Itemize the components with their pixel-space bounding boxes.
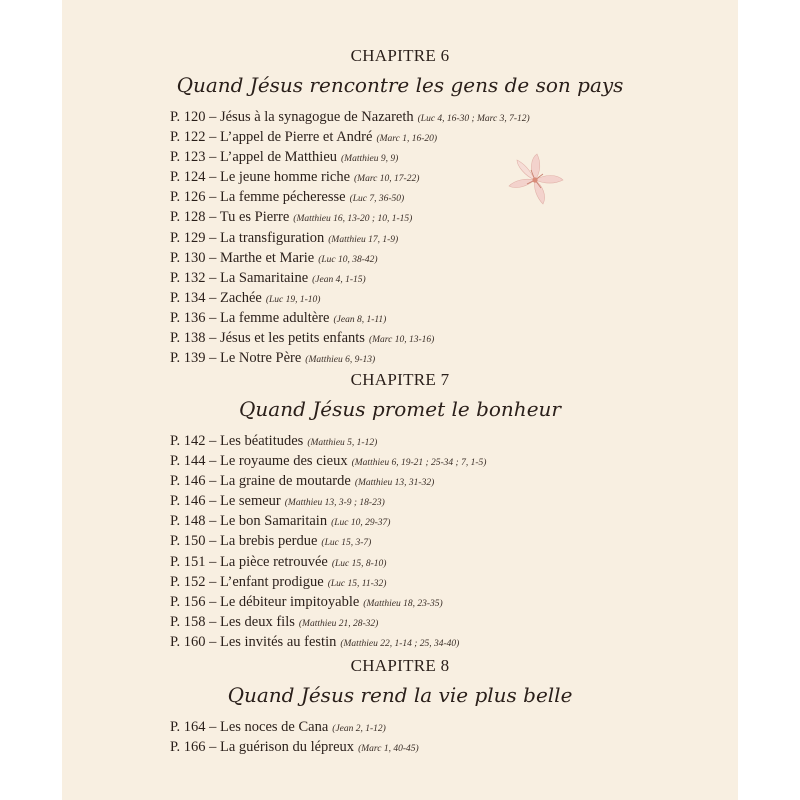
separator: – xyxy=(205,633,220,650)
toc-entry xyxy=(170,208,730,228)
separator: – xyxy=(205,719,220,735)
separator: – xyxy=(205,309,220,326)
entry-title: Les invités au festin xyxy=(219,633,337,650)
page-number: P. 128 xyxy=(170,209,206,226)
page-number: P. 152 xyxy=(170,573,206,590)
separator: – xyxy=(205,453,220,470)
entry-title: L’appel de Pierre et André xyxy=(219,129,373,146)
entry-title: Le bon Samaritain xyxy=(219,513,328,530)
book-page xyxy=(62,0,738,800)
page-number: P. 151 xyxy=(170,553,206,570)
chapter-title: Quand Jésus promet le bonheur xyxy=(239,397,561,421)
entry-title: Le royaume des cieux xyxy=(219,453,348,470)
page-number: P. 136 xyxy=(170,309,206,326)
separator: – xyxy=(205,553,220,570)
chapter-label: CHAPITRE 6 xyxy=(350,46,450,65)
chapter-6-heading xyxy=(62,46,738,98)
scripture-reference: (Matthieu 5, 1-12) xyxy=(307,438,378,448)
separator: – xyxy=(205,330,220,347)
entry-title: La pièce retrouvée xyxy=(219,553,328,570)
toc-entry xyxy=(170,452,730,472)
toc-entry xyxy=(170,329,730,349)
separator: – xyxy=(205,533,220,550)
page-number: P. 164 xyxy=(170,719,206,735)
page-number: P. 122 xyxy=(170,129,206,146)
toc-entry xyxy=(170,573,730,593)
scripture-reference: (Luc 15, 11-32) xyxy=(327,578,387,589)
scripture-reference: (Matthieu 22, 1-14 ; 25, 34-40) xyxy=(340,638,460,649)
toc-entry xyxy=(170,432,730,452)
separator: – xyxy=(205,433,220,449)
chapter-7-heading xyxy=(62,370,738,422)
toc-entry xyxy=(170,309,730,329)
scripture-reference: (Luc 7, 36-50) xyxy=(349,194,405,205)
scripture-reference: (Luc 19, 1-10) xyxy=(265,294,321,305)
toc-entry xyxy=(170,289,730,309)
separator: – xyxy=(205,493,220,510)
separator: – xyxy=(205,613,220,630)
toc-entry xyxy=(170,492,730,512)
scripture-reference: (Luc 4, 16-30 ; Marc 3, 7-12) xyxy=(417,114,530,124)
page-number: P. 144 xyxy=(170,453,206,470)
separator: – xyxy=(205,269,220,286)
toc-entry xyxy=(170,633,730,653)
entry-title: Le jeune homme riche xyxy=(219,169,351,186)
scripture-reference: (Jean 2, 1-12) xyxy=(332,724,386,734)
separator: – xyxy=(205,350,220,367)
page-number: P. 124 xyxy=(170,169,206,186)
toc-entry xyxy=(170,718,730,738)
scripture-reference: (Matthieu 6, 19-21 ; 25-34 ; 7, 1-5) xyxy=(351,458,487,469)
scripture-reference: (Matthieu 17, 1-9) xyxy=(328,234,399,245)
page-number: P. 158 xyxy=(170,613,206,630)
page-number: P. 126 xyxy=(170,189,206,206)
chapter-label: CHAPITRE 8 xyxy=(350,656,450,675)
toc-entry xyxy=(170,532,730,552)
lily-flower-icon xyxy=(502,152,568,208)
scripture-reference: (Matthieu 13, 3-9 ; 18-23) xyxy=(284,498,385,509)
entry-title: Le débiteur impitoyable xyxy=(219,593,360,610)
entry-title: La brebis perdue xyxy=(219,533,318,550)
scripture-reference: (Marc 1, 16-20) xyxy=(376,134,438,145)
separator: – xyxy=(205,473,220,490)
separator: – xyxy=(205,513,220,530)
page-number: P. 132 xyxy=(170,269,206,286)
scripture-reference: (Matthieu 9, 9) xyxy=(341,154,399,165)
entry-title: L’appel de Matthieu xyxy=(219,149,338,166)
page-number: P. 160 xyxy=(170,633,206,650)
page-number: P. 146 xyxy=(170,473,206,490)
chapter-7-list xyxy=(170,432,730,653)
page-number: P. 156 xyxy=(170,593,206,610)
chapter-8-list xyxy=(170,718,730,758)
chapter-6-list xyxy=(170,108,730,369)
toc-entry xyxy=(170,229,730,249)
toc-entry xyxy=(170,168,730,188)
separator: – xyxy=(205,129,220,146)
scripture-reference: (Jean 4, 1-15) xyxy=(312,274,366,285)
entry-title: Le Notre Père xyxy=(219,350,302,367)
scripture-reference: (Marc 10, 13-16) xyxy=(368,335,435,346)
scripture-reference: (Luc 10, 29-37) xyxy=(331,518,391,529)
chapter-title: Quand Jésus rend la vie plus belle xyxy=(227,683,573,707)
page-number: P. 130 xyxy=(170,249,206,266)
chapter-8-heading xyxy=(62,656,738,708)
entry-title: La femme pécheresse xyxy=(219,189,346,206)
entry-title: L’enfant prodigue xyxy=(219,573,324,590)
separator: – xyxy=(205,573,220,590)
page-number: P. 146 xyxy=(170,493,206,510)
scripture-reference: (Matthieu 13, 31-32) xyxy=(354,478,435,489)
chapter-title: Quand Jésus rencontre les gens de son pays xyxy=(176,73,624,97)
page-number: P. 129 xyxy=(170,229,206,246)
entry-title: La Samaritaine xyxy=(219,269,309,286)
toc-entry xyxy=(170,249,730,269)
toc-entry xyxy=(170,472,730,492)
entry-title: Marthe et Marie xyxy=(219,249,315,266)
page-number: P. 148 xyxy=(170,513,206,530)
scripture-reference: (Luc 15, 8-10) xyxy=(331,558,387,569)
separator: – xyxy=(205,149,220,166)
page-number: P. 134 xyxy=(170,289,206,306)
entry-title: Les béatitudes xyxy=(219,433,304,449)
separator: – xyxy=(205,209,220,226)
separator: – xyxy=(205,249,220,266)
toc-entry xyxy=(170,349,730,369)
toc-entry xyxy=(170,188,730,208)
toc-entry xyxy=(170,613,730,633)
entry-title: Tu es Pierre xyxy=(219,209,290,226)
entry-title: La femme adultère xyxy=(219,309,330,326)
entry-title: Le semeur xyxy=(219,493,281,510)
scripture-reference: (Matthieu 21, 28-32) xyxy=(298,618,379,629)
separator: – xyxy=(205,189,220,206)
separator: – xyxy=(205,109,220,125)
scripture-reference: (Marc 10, 17-22) xyxy=(354,174,420,185)
entry-title: Les noces de Cana xyxy=(219,719,329,735)
toc-entry xyxy=(170,128,730,148)
separator: – xyxy=(205,739,220,756)
scripture-reference: (Matthieu 18, 23-35) xyxy=(363,598,443,609)
toc-entry xyxy=(170,512,730,532)
toc-entry xyxy=(170,593,730,613)
scripture-reference: (Luc 10, 38-42) xyxy=(318,254,378,265)
entry-title: La graine de moutarde xyxy=(219,473,351,490)
entry-title: Les deux fils xyxy=(219,613,295,630)
page-number: P. 123 xyxy=(170,149,206,166)
toc-entry xyxy=(170,108,730,128)
entry-title: La transfiguration xyxy=(219,229,325,246)
toc-entry xyxy=(170,553,730,573)
scripture-reference: (Jean 8, 1-11) xyxy=(333,314,387,325)
separator: – xyxy=(205,289,220,306)
page-number: P. 166 xyxy=(170,739,206,756)
separator: – xyxy=(205,169,220,186)
entry-title: Zachée xyxy=(219,289,262,306)
page-number: P. 139 xyxy=(170,350,206,367)
toc-entry xyxy=(170,148,730,168)
entry-title: Jésus à la synagogue de Nazareth xyxy=(219,109,414,125)
toc-entry xyxy=(170,269,730,289)
chapter-label: CHAPITRE 7 xyxy=(350,370,450,389)
entry-title: La guérison du lépreux xyxy=(219,739,355,756)
separator: – xyxy=(205,593,220,610)
page-number: P. 138 xyxy=(170,330,206,347)
page-number: P. 150 xyxy=(170,533,206,550)
toc-entry xyxy=(170,738,730,758)
scripture-reference: (Matthieu 6, 9-13) xyxy=(305,355,376,366)
scripture-reference: (Marc 1, 40-45) xyxy=(358,744,419,755)
entry-title: Jésus et les petits enfants xyxy=(219,330,365,347)
scripture-reference: (Luc 15, 3-7) xyxy=(321,538,372,549)
page-number: P. 142 xyxy=(170,433,206,449)
scripture-reference: (Matthieu 16, 13-20 ; 10, 1-15) xyxy=(293,214,413,225)
separator: – xyxy=(205,229,220,246)
page-number: P. 120 xyxy=(170,109,206,125)
